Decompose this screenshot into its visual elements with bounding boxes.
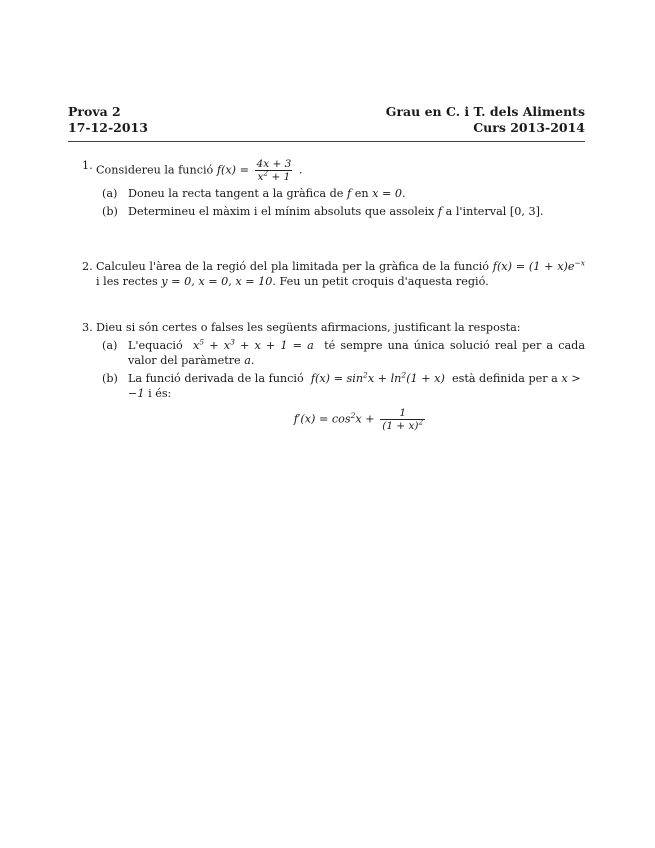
question-1a: (a) Doneu la recta tangent a la gràfica de f en x = 0. (102, 187, 406, 200)
question-3b: (b) La funció derivada de la funció $f(x) = \sin^2x + \ln^2(1 + x)$ està definida per a x > −1 i és: (102, 370, 581, 400)
header-right (386, 104, 585, 136)
exam-date: 17-12-2013 (68, 120, 148, 135)
question-3 (82, 320, 585, 432)
question-1b: (b) Determineu el màxim i el mínim absoluts que assoleix f a l'interval [0, 3]. (102, 205, 544, 218)
question-number: 2. (82, 260, 93, 273)
header-rule (68, 141, 585, 142)
exam-title: Prova 2 (68, 104, 121, 119)
fraction: $\frac{4x + 3}{x^2 + 1}$ (256, 158, 292, 183)
question-number: 1. (82, 159, 93, 172)
question-3-statement: Dieu si són certes o falses les següents afirmacions, justificant la resposta: (96, 321, 521, 334)
question-1-statement: Considereu la funció f(x) = $\frac{4x + 3}{x^2 + 1}$ . (96, 158, 303, 183)
question-1 (82, 158, 585, 219)
question-2 (82, 259, 585, 289)
question-2-statement: Calculeu l'àrea de la regió del pla limitada per la gràfica de la funció $f(x) = (1 + x)e^{-x}$ i les rectes y = 0, x = 0, x = 10. Feu un petit croquis d'aquesta regió. (96, 258, 585, 288)
fraction: $\frac{1}{(1 + x)^2}$ (382, 407, 424, 432)
course-year: Curs 2013-2014 (473, 120, 585, 135)
question-number: 3. (82, 321, 93, 334)
course-name: Grau en C. i T. dels Aliments (385, 104, 585, 119)
question-3a: (a) L'equació $x^5 + x^3 + x + 1 = a$ té sempre una única solució real per a cada valor del paràmetre a. (102, 337, 585, 367)
derivative-formula: $f'(x) = \cos^2x$ + $\frac{1}{(1 + x)^2}$ (293, 407, 424, 432)
header-left (68, 104, 148, 136)
